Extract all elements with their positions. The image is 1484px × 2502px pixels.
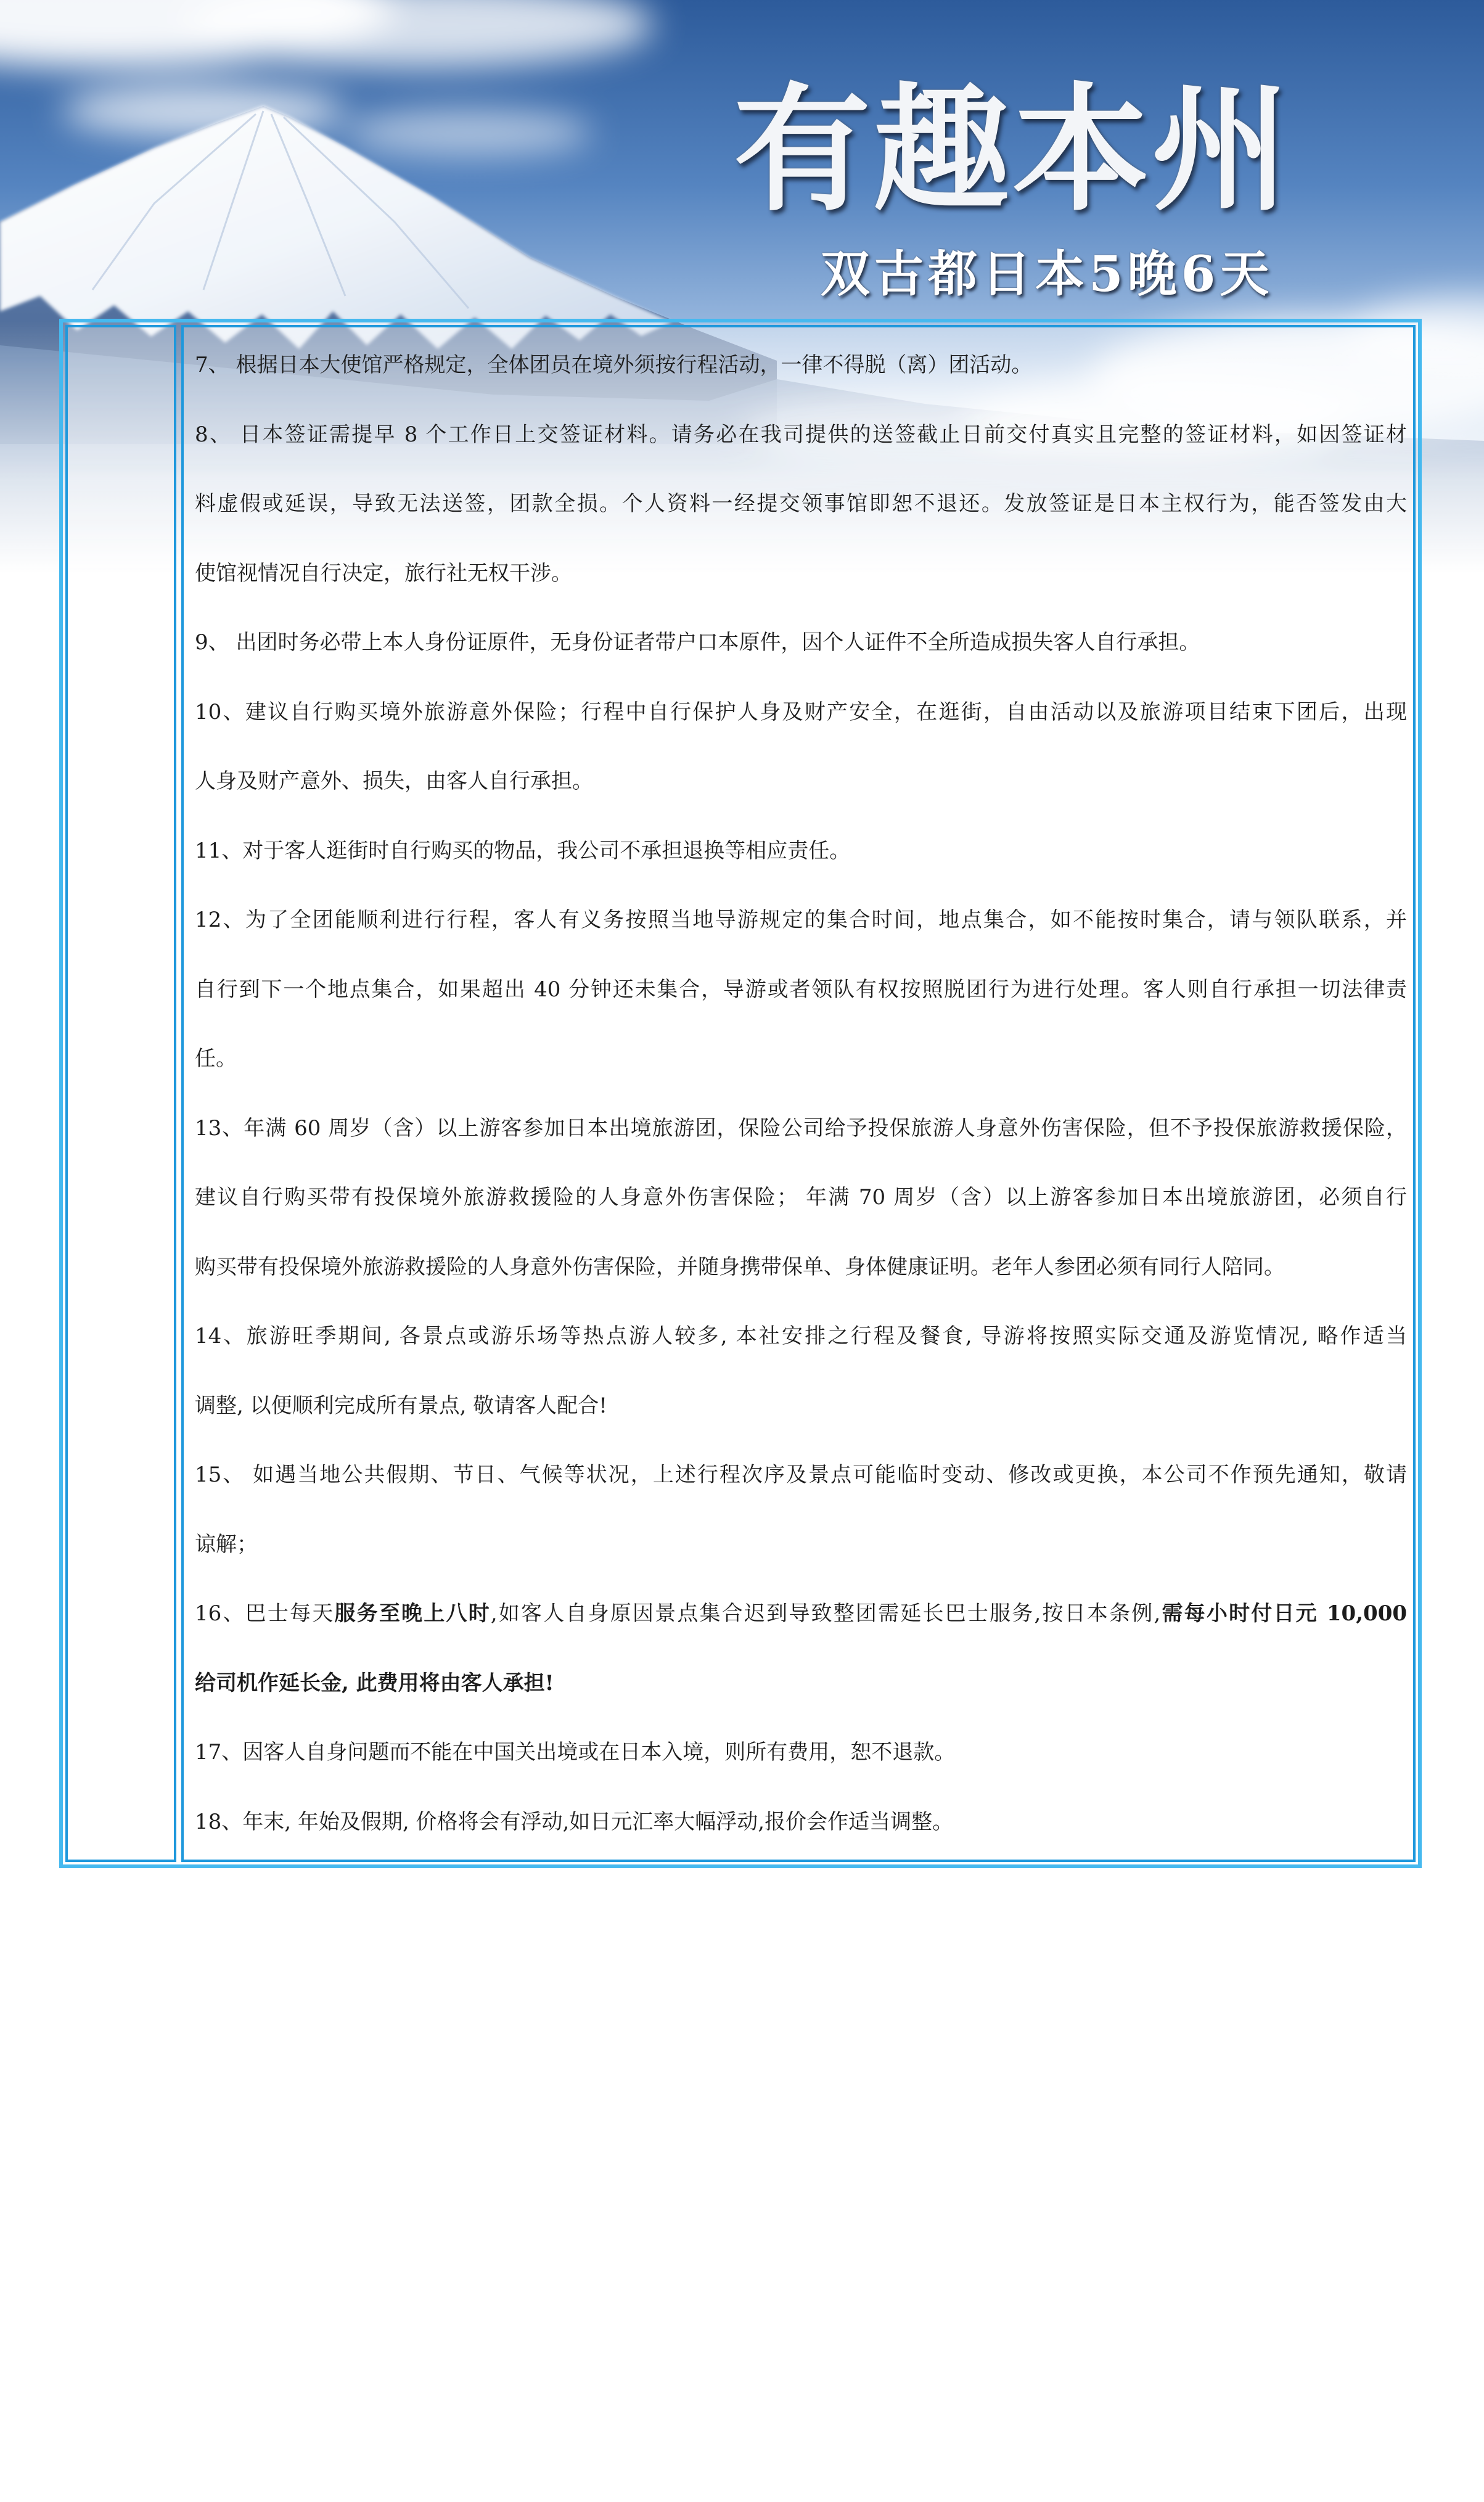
term-text: 任。 (195, 1046, 237, 1071)
term-line (195, 1579, 1407, 1649)
term-item (195, 1579, 1407, 1718)
term-text: ,如客人自身原因景点集合迟到导致整团需延长巴士服务,按日本条例, (490, 1601, 1161, 1626)
term-item (195, 816, 1407, 886)
term-line (195, 678, 1407, 747)
term-text: 7、 根据日本大使馆严格规定，全体团员在境外须按行程活动，一律不得脱（离）团活动。 (195, 353, 1033, 377)
term-line (195, 747, 1407, 816)
term-line (195, 1440, 1407, 1510)
term-text-bold: 服务至晚上八时 (334, 1601, 491, 1626)
term-line (195, 1233, 1407, 1302)
term-item (195, 330, 1407, 400)
term-line (195, 1649, 1407, 1718)
term-line (195, 1371, 1407, 1441)
term-line (195, 1718, 1407, 1787)
term-item (195, 1787, 1407, 1857)
left-column (65, 325, 176, 1862)
term-line (195, 330, 1407, 400)
term-item (195, 678, 1407, 816)
term-text-bold: 给司机作延长金, 此费用将由客人承担! (195, 1670, 554, 1696)
term-line (195, 1787, 1407, 1857)
term-text: 人身及财产意外、损失，由客人自行承担。 (195, 769, 593, 794)
term-item (195, 1302, 1407, 1440)
term-text: 建议自行购买带有投保境外旅游救援险的人身意外伤害保险； 年满 70 周岁（含）以上游客参加日本出境旅游团，必须自行 (195, 1185, 1407, 1210)
term-text: 12、为了全团能顺利进行行程，客人有义务按照当地导游规定的集合时间，地点集合，如不能按时集合，请与领队联系，并 (195, 908, 1407, 932)
term-text: 购买带有投保境外旅游救援险的人身意外伤害保险，并随身携带保单、身体健康证明。老年人参团必须有同行人陪同。 (195, 1254, 1285, 1279)
term-item (195, 885, 1407, 1094)
term-text: 18、年末, 年始及假期, 价格将会有浮动,如日元汇率大幅浮动,报价会作适当调整。 (195, 1809, 954, 1834)
term-line (195, 1024, 1407, 1094)
term-text: 自行到下一个地点集合，如果超出 40 分钟还未集合，导游或者领队有权按照脱团行为进行处理。客人则自行承担一切法律责 (195, 977, 1407, 1002)
term-item (195, 608, 1407, 678)
term-line (195, 1163, 1407, 1233)
term-item (195, 1440, 1407, 1579)
term-line (195, 469, 1407, 539)
term-line (195, 608, 1407, 678)
term-text: 谅解； (195, 1532, 258, 1557)
page-title: 有趣本州 (734, 70, 1291, 230)
term-text: 使馆视情况自行决定，旅行社无权干涉。 (195, 560, 572, 586)
page-subtitle: 双古都日本5晚6天 (821, 245, 1274, 303)
terms-column (181, 325, 1416, 1862)
term-line (195, 1510, 1407, 1580)
term-text: 14、旅游旺季期间, 各景点或游乐场等热点游人较多, 本社安排之行程及餐食, 导游将按照实际交通及游览情况, 略作适当 (195, 1324, 1407, 1348)
term-text: 8、 日本签证需提早 8 个工作日上交签证材料。请务必在我司提供的送签截止日前交付真实且完整的签证材料，如因签证材 (195, 422, 1407, 447)
terms-table (59, 319, 1422, 1868)
term-item (195, 1094, 1407, 1302)
term-line (195, 400, 1407, 470)
term-line (195, 1094, 1407, 1163)
term-item (195, 1718, 1407, 1787)
term-line (195, 955, 1407, 1025)
term-text: 16、巴士每天 (195, 1601, 335, 1626)
term-text: 调整, 以便顺利完成所有景点, 敬请客人配合! (195, 1393, 607, 1418)
term-text: 料虚假或延误，导致无法送签，团款全损。个人资料一经提交领事馆即恕不退还。发放签证是日本主权行为，能否签发由大 (195, 491, 1407, 516)
term-line (195, 539, 1407, 609)
term-text: 15、 如遇当地公共假期、节日、气候等状况，上述行程次序及景点可能临时变动、修改或更换，本公司不作预先通知，敬请 (195, 1462, 1407, 1487)
term-text: 9、 出团时务必带上本人身份证原件，无身份证者带户口本原件，因个人证件不全所造成损失客人自行承担。 (195, 630, 1200, 655)
term-line (195, 816, 1407, 886)
term-text: 10、建议自行购买境外旅游意外保险；行程中自行保护人身及财产安全，在逛街，自由活动以及旅游项目结束下团后，出现 (195, 699, 1407, 724)
term-text: 13、年满 60 周岁（含）以上游客参加日本出境旅游团，保险公司给予投保旅游人身意外伤害保险，但不予投保旅游救援保险， (195, 1115, 1407, 1141)
term-text: 17、因客人自身问题而不能在中国关出境或在日本入境，则所有费用，恕不退款。 (195, 1740, 956, 1765)
term-text: 11、对于客人逛街时自行购买的物品，我公司不承担退换等相应责任。 (195, 838, 851, 863)
term-line (195, 885, 1407, 955)
term-text-bold: 需每小时付日元 10,000 (1160, 1601, 1408, 1626)
term-line (195, 1302, 1407, 1371)
term-item (195, 400, 1407, 609)
